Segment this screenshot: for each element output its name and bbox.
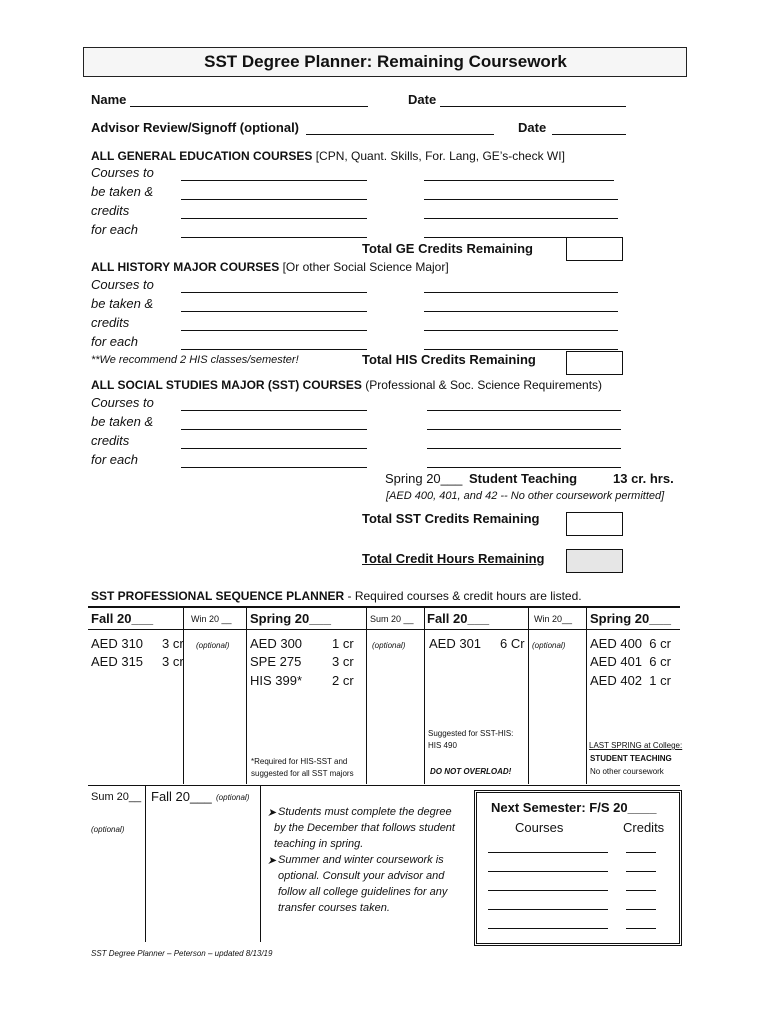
col-sum1: Sum 20 __ [370, 614, 414, 624]
ge-line[interactable] [181, 199, 367, 200]
planner-divider [246, 608, 247, 784]
ge-heading-rest: [CPN, Quant. Skills, For. Lang, GE’s-check WI] [315, 149, 565, 163]
course-credits: 2 cr [332, 673, 354, 688]
col-fall1: Fall 20___ [91, 611, 154, 626]
col-win2: Win 20__ [534, 614, 573, 624]
date-label: Date [408, 92, 437, 107]
ge-line[interactable] [424, 218, 618, 219]
sst-line[interactable] [181, 410, 367, 411]
his-heading-bold: ALL HISTORY MAJOR COURSES [91, 260, 280, 274]
course-credits: 6 Cr [500, 636, 525, 651]
total-hours-label: Total Credit Hours Remaining [362, 551, 545, 566]
fall2-note: Suggested for SST-HIS: [428, 729, 514, 738]
next-course-line[interactable] [488, 928, 608, 929]
course-credits: 3 cr [162, 636, 184, 651]
his-line[interactable] [424, 311, 618, 312]
ge-line[interactable] [424, 199, 618, 200]
sst-heading-rest: (Professional & Soc. Science Requirements) [365, 378, 603, 392]
sst-line[interactable] [427, 448, 621, 449]
sst-line[interactable] [181, 448, 367, 449]
next-credit-line[interactable] [626, 852, 656, 853]
planner-header-rule [88, 629, 680, 630]
his-total-box[interactable] [566, 351, 623, 375]
ge-line[interactable] [181, 218, 367, 219]
next-course-line[interactable] [488, 890, 608, 891]
ge-line[interactable] [181, 180, 367, 181]
ge-total-label: Total GE Credits Remaining [362, 241, 533, 256]
planner-heading [91, 589, 582, 603]
ge-line[interactable] [424, 180, 614, 181]
name-label: Name [91, 92, 127, 107]
planner-divider [424, 608, 425, 784]
next-credit-line[interactable] [626, 871, 656, 872]
sst-line[interactable] [181, 429, 367, 430]
bullet-text: Summer and winter coursework is [278, 854, 444, 866]
page-title: SST Degree Planner: Remaining Coursework [204, 52, 567, 71]
fall2-warning: DO NOT OVERLOAD! [430, 767, 512, 776]
course-name: AED 315 [91, 654, 144, 669]
course-name: HIS 399* [250, 673, 303, 688]
ge-side-1: Courses to [91, 165, 154, 180]
sst-total-box[interactable] [566, 512, 623, 536]
col-spring2: Spring 20___ [590, 611, 671, 626]
spring1-note: *Required for HIS-SST and [251, 757, 348, 766]
his-line[interactable] [424, 330, 618, 331]
course-credits: 3 cr [332, 654, 354, 669]
ge-side-3: credits [91, 203, 130, 218]
bullet-text: transfer courses taken. [278, 902, 390, 914]
student-teaching-label: Student Teaching [469, 471, 578, 486]
planner-divider [586, 608, 587, 784]
date2-field[interactable] [552, 134, 626, 135]
next-course-line[interactable] [488, 852, 608, 853]
win2-optional: (optional) [532, 641, 566, 650]
footer: SST Degree Planner – Peterson – updated 8/13/19 [91, 949, 273, 958]
his-line[interactable] [424, 292, 618, 293]
planner-bottom-rule [88, 785, 680, 786]
sst-total-label: Total SST Credits Remaining [362, 511, 540, 526]
next-credit-line[interactable] [626, 909, 656, 910]
his-side-1: Courses to [91, 277, 154, 292]
his-heading-rest: [Or other Social Science Major] [282, 260, 449, 274]
next-course-line[interactable] [488, 909, 608, 910]
course-item: AED 402 1 cr [590, 673, 671, 688]
advisor-label: Advisor Review/Signoff (optional) [91, 120, 300, 135]
next-course-line[interactable] [488, 871, 608, 872]
sst-side-2: be taken & [91, 414, 154, 429]
his-side-2: be taken & [91, 296, 154, 311]
planner-top-rule [88, 606, 680, 608]
credits-label: Credits [623, 820, 665, 835]
sst-side-1: Courses to [91, 395, 154, 410]
bottom-divider [260, 786, 261, 942]
sst-heading [91, 378, 602, 392]
col-fall2: Fall 20___ [427, 611, 490, 626]
spring1-note: suggested for all SST majors [251, 769, 354, 778]
spring2-note: LAST SPRING at College: [589, 741, 683, 750]
ge-heading [91, 149, 565, 163]
planner-divider [183, 608, 184, 784]
planner-divider [366, 608, 367, 784]
student-teaching-note: [AED 400, 401, and 42 -- No other coursework permitted] [386, 490, 665, 502]
course-name: AED 301 [429, 636, 482, 651]
ge-side-2: be taken & [91, 184, 154, 199]
course-credits: 1 cr [332, 636, 354, 651]
date-field[interactable] [440, 106, 626, 107]
sum-bottom: Sum 20__ [91, 791, 142, 803]
spring2-note: STUDENT TEACHING [590, 754, 672, 763]
his-line[interactable] [181, 292, 367, 293]
total-hours-box[interactable] [566, 549, 623, 573]
bullet-text: teaching in spring. [274, 838, 364, 850]
planner-divider [528, 608, 529, 784]
sst-line[interactable] [427, 429, 621, 430]
his-line[interactable] [181, 311, 367, 312]
bullet-text: optional. Consult your advisor and [278, 870, 445, 882]
his-note: **We recommend 2 HIS classes/semester! [91, 354, 299, 366]
planner-heading-bold: SST PROFESSIONAL SEQUENCE PLANNER [91, 589, 345, 603]
his-heading [91, 260, 449, 274]
win1-optional: (optional) [196, 641, 230, 650]
his-total-label: Total HIS Credits Remaining [362, 352, 536, 367]
his-side-3: credits [91, 315, 130, 330]
his-line[interactable] [181, 330, 367, 331]
sst-line[interactable] [427, 467, 621, 468]
sst-heading-bold: ALL SOCIAL STUDIES MAJOR (SST) COURSES [91, 378, 362, 392]
bullet-arrow-icon: ➤ [267, 807, 277, 819]
his-line[interactable] [181, 349, 367, 350]
course-name: AED 300 [250, 636, 303, 651]
course-item: AED 400 6 cr [590, 636, 671, 651]
bullet-text: by the December that follows student [274, 822, 455, 834]
bullet-arrow-icon: ➤ [267, 855, 277, 867]
ge-line[interactable] [181, 237, 367, 238]
advisor-field[interactable] [306, 134, 494, 135]
sst-line[interactable] [181, 467, 367, 468]
sst-side-4: for each [91, 452, 138, 467]
date2-label: Date [518, 120, 547, 135]
bottom-divider [145, 786, 146, 942]
bullet-text: Students must complete the degree [278, 806, 452, 818]
course-name: AED 310 [91, 636, 144, 651]
ge-side-4: for each [91, 222, 138, 237]
name-field[interactable] [130, 106, 368, 107]
fall-bottom-optional: (optional) [216, 793, 250, 802]
sum1-optional: (optional) [372, 641, 406, 650]
student-teaching-credits: 13 cr. hrs. [613, 471, 674, 486]
next-credit-line[interactable] [626, 928, 656, 929]
course-credits: 3 cr [162, 654, 184, 669]
sst-line[interactable] [427, 410, 621, 411]
course-item: AED 401 6 cr [590, 654, 671, 669]
ge-total-box[interactable] [566, 237, 623, 261]
sst-side-3: credits [91, 433, 130, 448]
course-name: SPE 275 [250, 654, 302, 669]
ge-heading-bold: ALL GENERAL EDUCATION COURSES [91, 149, 313, 163]
his-side-4: for each [91, 334, 138, 349]
courses-label: Courses [515, 820, 564, 835]
spring2-note: No other coursework [590, 767, 664, 776]
student-teaching-prefix: Spring 20___ [385, 471, 463, 486]
next-credit-line[interactable] [626, 890, 656, 891]
col-win1: Win 20 __ [191, 614, 232, 624]
sum-bottom-optional: (optional) [91, 825, 125, 834]
next-semester-title: Next Semester: F/S 20____ [491, 800, 657, 815]
fall2-note: HIS 490 [428, 741, 457, 750]
his-line[interactable] [424, 349, 618, 350]
planner-heading-rest: - Required courses & credit hours are listed. [347, 589, 582, 603]
fall-bottom: Fall 20___ [151, 789, 212, 804]
bullet-text: follow all college guidelines for any [278, 886, 448, 898]
col-spring1: Spring 20___ [250, 611, 331, 626]
